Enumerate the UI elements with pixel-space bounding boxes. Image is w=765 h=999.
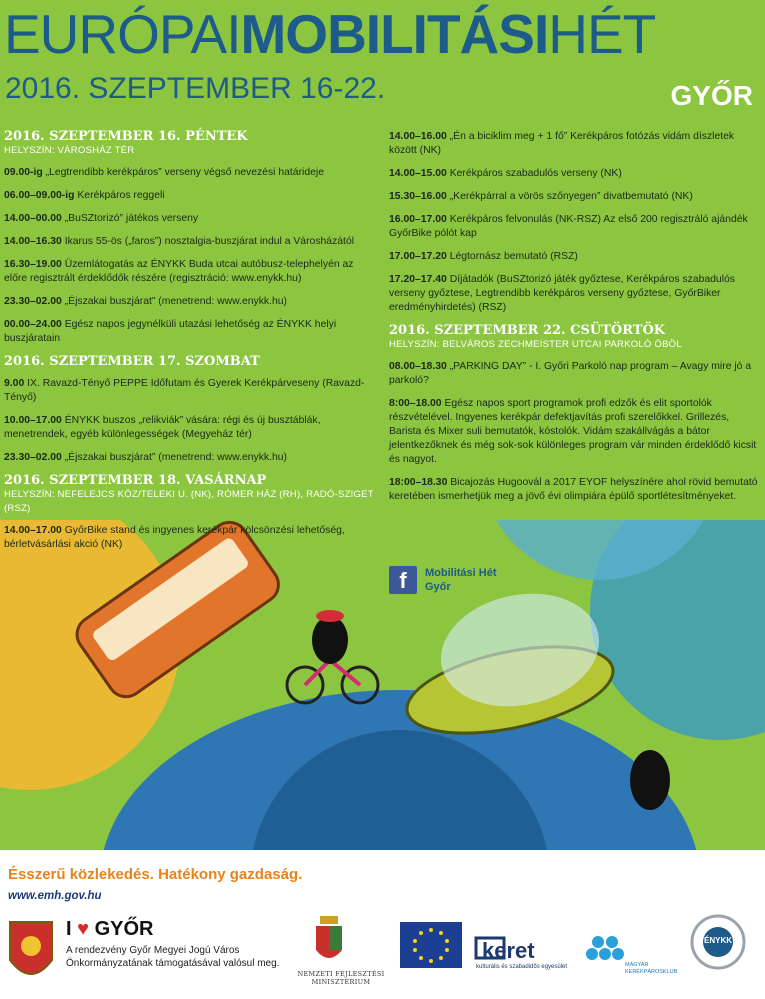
event-time: 14.00–17.00 [4,525,62,536]
venue-label: HELYSZÍN: VÁROSHÁZ TÉR [4,145,135,156]
venue-label: HELYSZÍN: BELVÁROS ZECHMEISTER UTCAI PARKOLÓ ÖBÖL [389,339,682,350]
event-time: 09.00-ig [4,167,43,178]
day-heading: 2016. SZEPTEMBER 17. SZOMBAT [4,354,260,369]
event-item [4,377,376,405]
facebook-icon: f [389,566,417,594]
program-column-right [389,124,761,513]
event-item [4,189,376,203]
event-text: „Éjszakai buszjárat” (menetrend: www.enykk.hu) [64,452,288,463]
facebook-line2: Győr [425,581,451,593]
day-section [4,474,376,552]
keret-subtitle: kulturális és szabadidős egyesület [476,964,568,970]
event-text: Légtornász bemutató (RSZ) [449,251,578,262]
event-item [4,295,376,309]
mkk-logo-icon [586,936,624,960]
event-time: 10.00–17.00 [4,415,62,426]
keret-label: keret [482,938,535,963]
event-text: Ikarus 55-ös („faros”) nosztalgia-buszjárat indul a Városházától [64,236,355,247]
event-time: 16.00–17.00 [389,214,447,225]
event-text: Díjátadók (BuSZtorizó játék győztese, Kerékpáros szabadulós verseny győztese, Legtrendibb kerékpáros verseny győztese, GyőrBiker eredményhirdetés) (RSZ) [389,274,735,313]
event-item [4,235,376,249]
event-time: 16.30–19.00 [4,259,62,270]
event-time: 08.00–18.30 [389,361,447,372]
event-time: 17.20–17.40 [389,274,447,285]
event-time: 14.00–16.00 [389,131,447,142]
eu-flag-icon [400,922,462,968]
event-item [389,273,761,315]
event-text: GyőrBike stand és ingyenes kerékpár kölcsönzési lehetőség, bérletvásárlási akció (NK) [4,525,345,550]
event-text: „Legtrendibb kerékpáros” verseny végső nevezési határideje [45,167,324,178]
day-section [389,130,761,315]
event-text: Kerékpáros reggeli [77,190,165,201]
city-name: GYŐR [670,80,753,111]
gyor-coat-of-arms-icon [10,922,52,974]
event-time: 15.30–16.00 [389,191,447,202]
event-item [389,476,761,504]
event-item [389,360,761,388]
enykk-label: ÉNYKK [704,936,733,945]
event-item [389,167,761,181]
event-text: Egész napos sport programok profi edzők és elit sportolók részvételével. Ingyenes kerékpár defektjavítás profi szerelőkkel. Grillezés, Barista és Mixer suli bemutatók, kóstolók. Vidám szakállvágás a bátor jelentkezőknek és még sok-sok különleges program vár minden érdeklődő kicsit és nagyot. [389,398,757,465]
event-item [4,414,376,442]
venue-label: HELYSZÍN: NEFELEJCS KÖZ/TELEKI U. (NK), RÓMER HÁZ (RH), RADÓ-SZIGET (RSZ) [4,489,374,514]
event-text: „BuSZtorizó” játékos verseny [64,213,199,224]
event-item [4,166,376,180]
ministry-label: NEMZETI FEJLESZTÉSI MINISZTÉRIUM [297,970,385,986]
event-text: „Én a biciklim meg + 1 fő” Kerékpáros fotózás vidám díszletek között (NK) [389,131,735,156]
i-love-gyor-logo: I ♥ GYŐR [66,918,154,940]
event-text: IX. Ravazd-Tényő PEPPE Időfutam és Gyerek Kerékpárveseny (Ravazd-Tényő) [4,378,365,403]
event-item [389,130,761,158]
event-text: Üzemlátogatás az ÉNYKK Buda utcai autóbusz-telephelyén az előre regisztrált érdeklődők részére (regisztráció: www.enykk.hu) [4,259,354,284]
event-item [389,213,761,241]
event-time: 14.00–16.30 [4,236,62,247]
program-column-left [4,124,376,561]
illustration [0,520,765,850]
event-item [389,397,761,467]
event-time: 23.30–02.00 [4,296,62,307]
event-time: 06.00–09.00-ig [4,190,75,201]
facebook-label [425,566,497,594]
facebook-link[interactable] [389,566,497,594]
event-text: Bicajozás Hugoovál a 2017 EYOF helyszínére ahol rövid bemutató keretében ismerhetjük meg a jövő évi olimpiára épülő sportlétesítményeket. [389,477,758,502]
day-heading: 2016. SZEPTEMBER 16. PÉNTEK [4,129,248,144]
event-item [4,451,376,465]
event-time: 9.00 [4,378,25,389]
mkk-label: MAGYAR KERÉKPÁROSKLUB [625,962,678,975]
event-item [389,190,761,204]
hungary-crest-icon [316,916,342,958]
website-link[interactable]: www.emh.gov.hu [8,890,102,902]
event-text: Kerékpáros szabadulós verseny (NK) [449,168,622,179]
page-title: EURÓPAIMOBILITÁSIHÉT [4,3,656,65]
slogan: Ésszerű közlekedés. Hatékony gazdaság. [8,866,303,883]
event-item [4,258,376,286]
day-heading: 2016. SZEPTEMBER 22. CSÜTÖRTÖK [389,323,666,338]
event-time: 00.00–24.00 [4,319,62,330]
event-text: ÉNYKK buszos „relikviák” vására: régi és új busztáblák, menetrendek, egyéb különlegességek (Megyeház tér) [4,415,321,440]
event-text: „Kerékpárral a vörös szőnyegen” divatbemutató (NK) [449,191,693,202]
event-time: 17.00–17.20 [389,251,447,262]
event-time: 14.00–00.00 [4,213,62,224]
event-time: 23.30–02.00 [4,452,62,463]
heart-icon: ♥ [77,918,89,940]
event-item [4,524,376,552]
day-heading: 2016. SZEPTEMBER 18. VASÁRNAP [4,473,267,488]
event-item [4,318,376,346]
day-section [4,355,376,465]
event-item [4,212,376,226]
page-subtitle: 2016. SZEPTEMBER 16-22. [5,72,386,105]
event-time: 18:00–18.30 [389,477,448,488]
event-time: 8:00–18.00 [389,398,442,409]
facebook-line1: Mobilitási Hét [425,567,497,579]
event-item [389,250,761,264]
event-text: „Éjszakai buszjárat” (menetrend: www.enykk.hu) [64,296,288,307]
event-text: Kerékpáros felvonulás (NK-RSZ) Az első 200 regisztráló ajándék GyőrBike pólót kap [389,214,748,239]
event-text: Egész napos jegynélküli utazási lehetőség az ÉNYKK helyi buszjáratain [4,319,337,344]
event-text: „PARKING DAY” - I. Győri Parkoló nap program – Avagy mire jó a parkoló? [389,361,752,386]
day-section [389,324,761,504]
sponsor-text: A rendezvény Győr Megyei Jogú Város Önkormányzatának támogatásával valósul meg. [66,945,280,969]
day-section [4,130,376,346]
event-time: 14.00–15.00 [389,168,447,179]
